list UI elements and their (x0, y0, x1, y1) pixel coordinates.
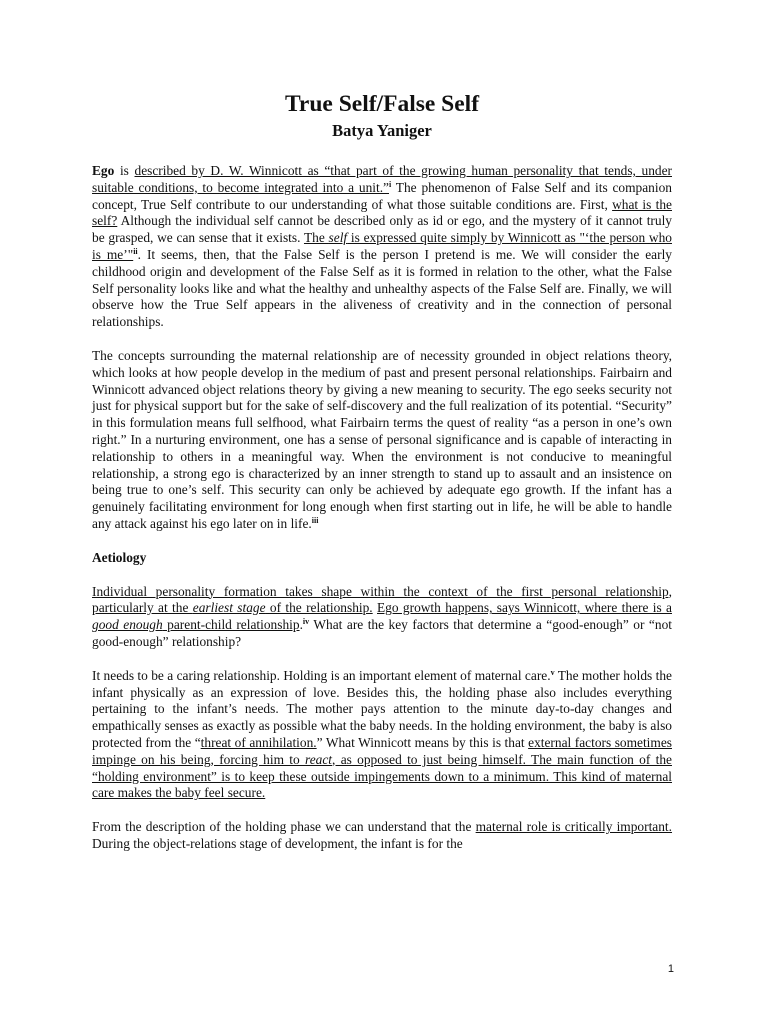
author-name: Batya Yaniger (332, 121, 432, 140)
text-span: The (303, 230, 329, 246)
text-span: is expressed quite simply by Winnicott as "‘the person who is me’" (92, 230, 672, 262)
text-span: The mother holds the infant physically as an expression of love. Besides this, the holding phase also includes everything pertaining to the infant’s needs. The mother pays attention to the minute day-to-day changes and empathically senses as exactly as possible what the baby needs. In the holding environment, the baby is also protected from the “ (92, 667, 672, 750)
page-number: 1 (667, 963, 674, 975)
paragraph-personality-formation (92, 584, 672, 651)
section-heading-aetiology: Aetiology (92, 549, 147, 565)
footnote-marker: v (550, 667, 555, 677)
text-span: . It seems, then, that the False Self is the person I pretend is me. We will consider the early childhood origin and development of the False Self as it is formed in relation to the other, what the False Self personality looks like and what the healthy and unhealthy aspects of the False Self are. Finally, we will observe how the True Self appears in the aliveness of creativity and in the connection of personal relationships. (92, 246, 672, 330)
term-ego: Ego (92, 163, 115, 178)
footnote-marker: ii (133, 246, 138, 256)
text-span: From the description of the holding phase we can understand that the (92, 819, 476, 835)
paragraph-object-relations (92, 348, 672, 533)
text-span: During the object-relations stage of development, the infant is for the (92, 835, 463, 851)
text-span: Ego growth happens, says Winnicott, where there is a (377, 600, 672, 616)
text-span: of the relationship. (265, 600, 373, 616)
text-span: The concepts surrounding the maternal relationship are of necessity grounded in object relations theory, which looks at how people develop in the medium of past and present personal relationships. Fairbairn and Winnicott advanced object relations theory by giving a new meaning to security. The ego seeks security not just for physical support but for the sake of self-discovery and the full realization of its potential. “Security” in this formulation means full selfhood, what Fairbairn terms the quest of reality “as a person in one’s own right.” In a nurturing environment, one has a sense of personal significance and is capable of interacting in relationship to others in a meaningful way. When the environment is not conducive to meaningful relationship, a strong ego is characterized by an inner strength to stand up to assault and an insistence on being true to one’s self. This security can only be achieved by adequate ego growth. If the infant has a genuinely facilitating environment for long enough when first starting out in life, he will be able to handle any attack against his ego later on in life. (92, 347, 672, 531)
paragraph-intro (92, 163, 672, 331)
underlined-phrase: threat of annihilation. (200, 734, 317, 750)
italic-term: react (305, 751, 333, 767)
text-span: , as opposed to just being himself. The main function of the “holding environment” is to keep these outside impingements down to a minimum. This kind of maternal care makes the baby feel secure. (92, 751, 672, 801)
text-span: What are the key factors that determine a “good-enough” or “not good-enough” relationship? (92, 617, 672, 649)
text-span: The phenomenon of False Self and its companion concept, True Self contribute to our understanding of what those suitable conditions are. First, (92, 179, 672, 212)
text-span: is (114, 163, 135, 178)
underlined-question: what is the self? (92, 196, 672, 229)
text-span: Although the individual self cannot be described only as id or ego, and the mystery of it cannot truly be grasped, we can sense that it exists. (92, 213, 672, 246)
document-body (92, 90, 672, 870)
document-title: True Self/False Self (284, 91, 480, 117)
text-span: external factors sometimes impinge on his being, forcing him to (92, 734, 672, 767)
footnote-marker: iv (302, 617, 310, 627)
italic-term: self (328, 230, 348, 246)
footnote-marker: iii (311, 515, 319, 525)
paragraph-holding (92, 668, 672, 802)
underlined-phrase: maternal role is critically important. (475, 819, 673, 835)
text-span: parent-child relationship (162, 617, 300, 633)
footnote-marker: i (389, 179, 392, 189)
italic-term: good enough (92, 617, 163, 633)
text-span: . (299, 617, 303, 633)
text-span: Individual personality formation takes shape within the context of the first personal relationship, particularly at the (92, 583, 672, 616)
paragraph-maternal-role (92, 819, 672, 853)
underlined-quote: described by D. W. Winnicott as “that part of the growing human personality that tends, under suitable conditions, to become integrated into a unit.” (92, 163, 672, 195)
italic-term: earliest stage (192, 600, 266, 616)
text-span: ” What Winnicott means by this is that (316, 734, 529, 750)
text-span: It needs to be a caring relationship. Holding is an important element of maternal care. (92, 667, 551, 683)
